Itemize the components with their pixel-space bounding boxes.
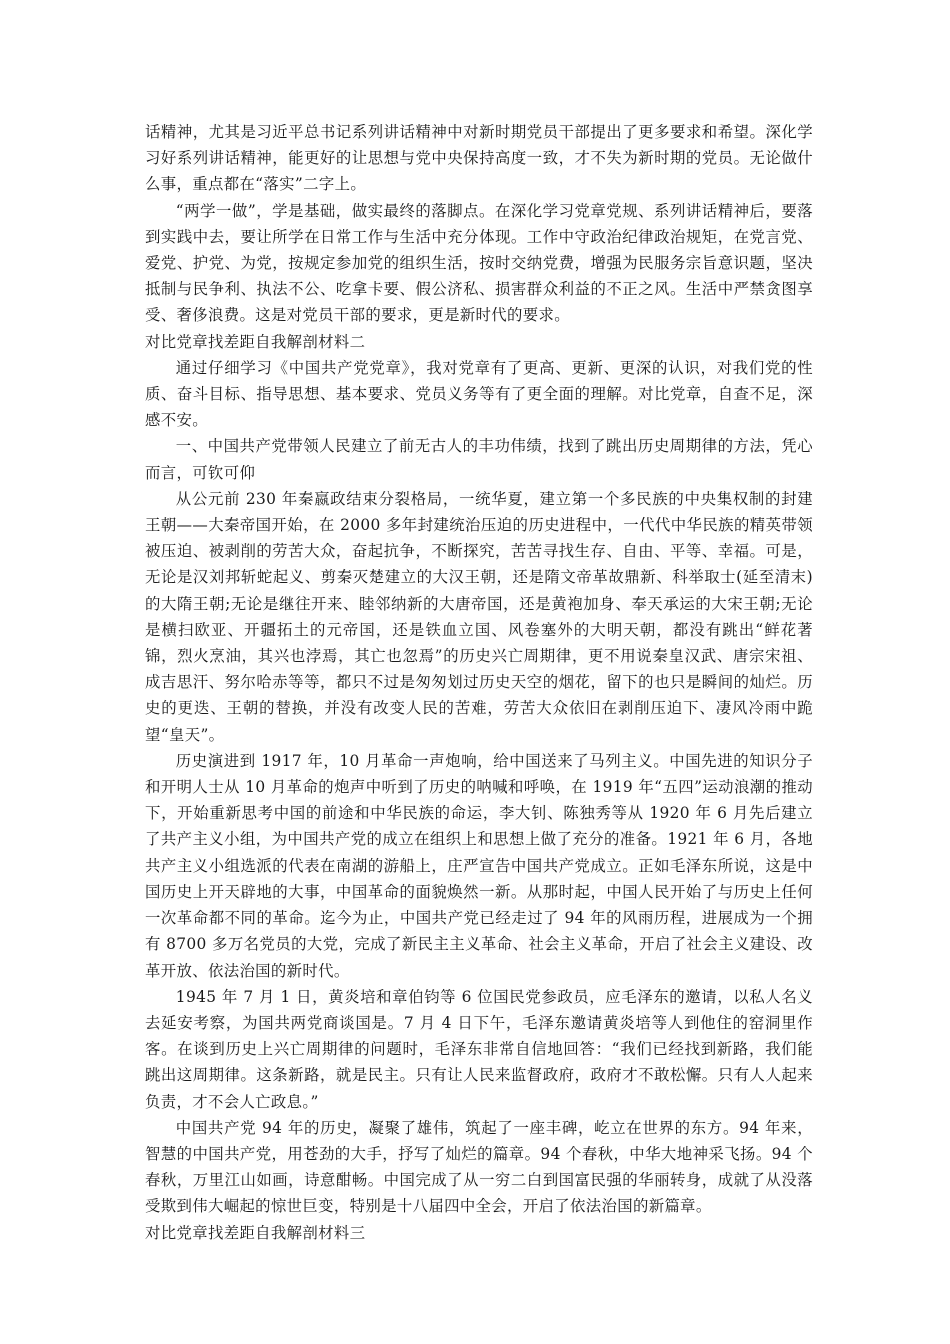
body-paragraph: 历史演进到 1917 年，10 月革命一声炮响，给中国送来了马列主义。中国先进的知识分子和开明人士从 10 月革命的炮声中听到了历史的呐喊和呼唤，在 1919 年“五四”运动浪潮的推动下，开始重新思考中国的前途和中华民族的命运，李大钊、陈独秀等从 1920 年 6 月先后建立了共产主义小组，为中国共产党的成立在组织上和思想上做了充分的准备。1921 年 6 月，各地共产主义小组选派的代表在南湖的游船上，庄严宣告中国共产党成立。正如毛泽东所说，这是中国历史上开天辟地的大事，中国革命的面貌焕然一新。从那时起，中国人民开始了与历史上任何一次革命都不同的革命。迄今为止，中国共产党已经走过了 94 年的风雨历程，进展成为一个拥有 8700 多万名党员的大党，完成了新民主主义革命、社会主义革命，开启了社会主义建设、改革开放、依法治国的新时代。 [145,751,813,980]
body-paragraph: 中国共产党 94 年的历史，凝聚了雄伟，筑起了一座丰碑，屹立在世界的东方。94 年来，智慧的中国共产党，用苍劲的大手，抒写了灿烂的篇章。94 个春秋，中华大地神采飞扬。94 个春秋，万里江山如画，诗意酣畅。中国完成了从一穷二白到国富民强的华丽转身，成就了从没落受欺到伟大崛起的惊世巨变，特别是十八届四中全会，开启了依法治国的新篇章。 [145,1118,813,1216]
section-heading: 对比党章找差距自我解剖材料三 [145,1223,366,1242]
body-paragraph: 从公元前 230 年秦嬴政结束分裂格局，一统华夏，建立第一个多民族的中央集权制的封建王朝——大秦帝国开始，在 2000 多年封建统治压迫的历史进程中，一代代中华民族的精英带领被压迫、被剥削的劳苦大众，奋起抗争，不断探究，苦苦寻找生存、自由、平等、幸福。可是，无论是汉刘邦斩蛇起义、剪秦灭楚建立的大汉王朝，还是隋文帝革故鼎新、科举取士(延至清末)的大隋王朝;无论是继往开来、睦邻纳新的大唐帝国，还是黄袍加身、奉天承运的大宋王朝;无论是横扫欧亚、开疆拓土的元帝国，还是铁血立国、风卷塞外的大明天朝，都没有跳出“鲜花著锦，烈火烹油，其兴也浡焉，其亡也忽焉”的历史兴亡周期律，更不用说秦皇汉武、唐宗宋祖、成吉思汗、努尔哈赤等等，都只不过是匆匆划过历史天空的烟花，留下的也只是瞬间的灿烂。历史的更迭、王朝的替换，并没有改变人民的苦难，劳苦大众依旧在剥削压迫下、凄风冷雨中跪望“皇天”。 [145,489,813,744]
body-paragraph: 通过仔细学习《中国共产党党章》，我对党章有了更高、更新、更深的认识，对我们党的性质、奋斗目标、指导思想、基本要求、党员义务等有了更全面的理解。对比党章，自查不足，深感不安。 [145,358,813,430]
document-body [145,119,813,1246]
body-paragraph: 一、中国共产党带领人民建立了前无古人的丰功伟绩，找到了跳出历史周期律的方法，凭心而言，可钦可仰 [145,437,813,482]
body-paragraph: 1945 年 7 月 1 日，黄炎培和章伯钧等 6 位国民党参政员，应毛泽东的邀请，以私人名义去延安考察，为国共两党商谈国是。7 月 4 日下午，毛泽东邀请黄炎培等人到他住的窑洞里作客。在谈到历史上兴亡周期律的问题时，毛泽东非常自信地回答：“我们已经找到新路，我们能跳出这周期律。这条新路，就是民主。只有让人民来监督政府，政府才不敢松懈。只有人人起来负责，才不会人亡政息。” [145,987,813,1111]
body-paragraph: “两学一做”，学是基础，做实最终的落脚点。在深化学习党章党规、系列讲话精神后，要落到实践中去，要让所学在日常工作与生活中充分体现。工作中守政治纪律政治规矩，在党言党、爱党、护党、为党，按规定参加党的组织生活，按时交纳党费，增强为民服务宗旨意识题，坚决抵制与民争利、执法不公、吃拿卡要、假公济私、损害群众利益的不正之风。生活中严禁贪图享受、奢侈浪费。这是对党员干部的要求，更是新时代的要求。 [145,201,813,325]
body-paragraph: 话精神，尤其是习近平总书记系列讲话精神中对新时期党员干部提出了更多要求和希望。深化学习好系列讲话精神，能更好的让思想与党中央保持高度一致，才不失为新时期的党员。无论做什么事，重点都在“落实”二字上。 [145,123,813,194]
section-heading: 对比党章找差距自我解剖材料二 [145,332,366,351]
